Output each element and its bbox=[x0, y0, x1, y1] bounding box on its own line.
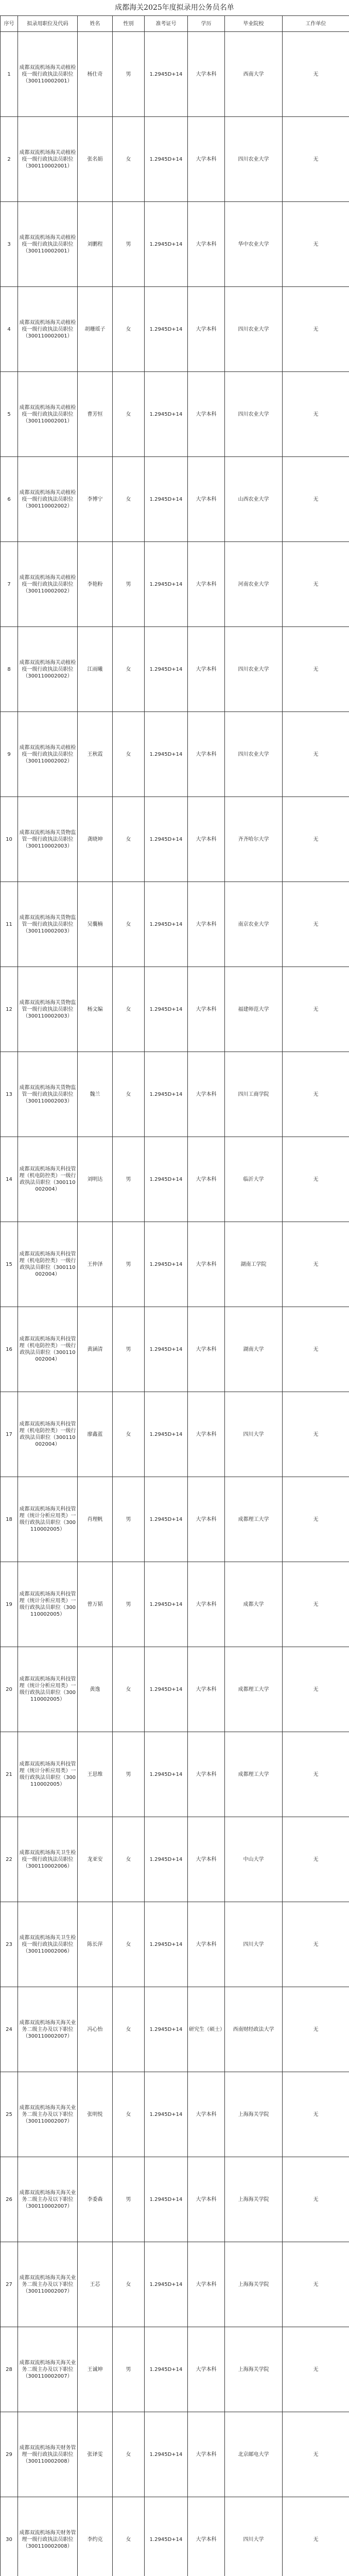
cell-education: 大学本科 bbox=[188, 2412, 225, 2497]
table-row bbox=[1, 1477, 349, 1562]
table-row bbox=[1, 627, 349, 712]
cell-index: 8 bbox=[1, 627, 18, 712]
cell-school: 华中农业大学 bbox=[225, 202, 283, 287]
cell-sex: 女 bbox=[113, 712, 145, 797]
cell-school: 四川大学 bbox=[225, 1902, 283, 1987]
cell-school: 齐齐哈尔大学 bbox=[225, 797, 283, 882]
cell-education: 大学本科 bbox=[188, 287, 225, 372]
cell-education: 大学本科 bbox=[188, 117, 225, 202]
cell-work-unit: 无 bbox=[283, 1562, 349, 1647]
cell-name: 廖鑫蓝 bbox=[78, 1392, 113, 1477]
cell-position: 成都双流机场海关货物监管一级行政执法员职位（300110002003） bbox=[18, 882, 78, 967]
cell-education: 大学本科 bbox=[188, 1902, 225, 1987]
cell-sex: 女 bbox=[113, 457, 145, 542]
cell-exam-number: 1.2945D+14 bbox=[145, 627, 188, 712]
table-row bbox=[1, 1732, 349, 1817]
table-row bbox=[1, 1392, 349, 1477]
cell-education: 大学本科 bbox=[188, 2157, 225, 2242]
cell-position: 成都双流机场海关动植检疫一级行政执法员职位（300110002002） bbox=[18, 542, 78, 627]
cell-exam-number: 1.2945D+14 bbox=[145, 1137, 188, 1222]
cell-education: 大学本科 bbox=[188, 2072, 225, 2157]
cell-work-unit: 无 bbox=[283, 1817, 349, 1902]
cell-education: 大学本科 bbox=[188, 2497, 225, 2576]
table-row bbox=[1, 2327, 349, 2412]
cell-sex: 女 bbox=[113, 882, 145, 967]
cell-work-unit: 无 bbox=[283, 967, 349, 1052]
cell-education: 大学本科 bbox=[188, 882, 225, 967]
header-education: 学历 bbox=[188, 16, 225, 32]
cell-position: 成都双流机场海关科技管理（统计分析应用类）一级行政执法员职位（300110002005） bbox=[18, 1562, 78, 1647]
cell-exam-number: 1.2945D+14 bbox=[145, 712, 188, 797]
cell-index: 15 bbox=[1, 1222, 18, 1307]
table-row bbox=[1, 1562, 349, 1647]
cell-position: 成都双流机场海关动植检疫一级行政执法员职位（300110002001） bbox=[18, 372, 78, 457]
cell-exam-number: 1.2945D+14 bbox=[145, 1732, 188, 1817]
document-title: 成都海关2025年度拟录用公务员名单 bbox=[115, 4, 234, 12]
cell-exam-number: 1.2945D+14 bbox=[145, 1562, 188, 1647]
cell-exam-number: 1.2945D+14 bbox=[145, 372, 188, 457]
cell-sex: 男 bbox=[113, 1137, 145, 1222]
cell-work-unit: 无 bbox=[283, 372, 349, 457]
header-name: 姓名 bbox=[78, 16, 113, 32]
cell-school: 四川工商学院 bbox=[225, 1052, 283, 1137]
cell-position: 成都双流机场海关动植检疫一级行政执法员职位（300110002002） bbox=[18, 712, 78, 797]
header-school: 毕业院校 bbox=[225, 16, 283, 32]
header-index: 序号 bbox=[1, 16, 18, 32]
cell-school: 成都理工大学 bbox=[225, 1477, 283, 1562]
table-row bbox=[1, 1647, 349, 1732]
cell-sex: 男 bbox=[113, 2327, 145, 2412]
cell-name: 杨仕奇 bbox=[78, 32, 113, 117]
table-row bbox=[1, 2157, 349, 2242]
cell-work-unit: 无 bbox=[283, 1392, 349, 1477]
cell-name: 胡珊瑶子 bbox=[78, 287, 113, 372]
cell-exam-number: 1.2945D+14 bbox=[145, 2072, 188, 2157]
table-row bbox=[1, 1222, 349, 1307]
table-row bbox=[1, 1817, 349, 1902]
cell-sex: 女 bbox=[113, 2072, 145, 2157]
cell-sex: 女 bbox=[113, 1392, 145, 1477]
cell-work-unit: 无 bbox=[283, 287, 349, 372]
cell-school: 四川农业大学 bbox=[225, 372, 283, 457]
cell-work-unit: 无 bbox=[283, 1052, 349, 1137]
cell-exam-number: 1.2945D+14 bbox=[145, 287, 188, 372]
table-row bbox=[1, 287, 349, 372]
cell-education: 大学本科 bbox=[188, 542, 225, 627]
cell-position: 成都双流机场海关海关业务二级主办及以下职位（300110002007） bbox=[18, 2327, 78, 2412]
cell-education: 大学本科 bbox=[188, 1307, 225, 1392]
cell-exam-number: 1.2945D+14 bbox=[145, 1477, 188, 1562]
cell-education: 大学本科 bbox=[188, 1647, 225, 1732]
cell-education: 大学本科 bbox=[188, 2242, 225, 2327]
cell-school: 中山大学 bbox=[225, 1817, 283, 1902]
cell-index: 14 bbox=[1, 1137, 18, 1222]
cell-name: 黄逸 bbox=[78, 1647, 113, 1732]
cell-school: 成都大学 bbox=[225, 1562, 283, 1647]
cell-name: 王秋霞 bbox=[78, 712, 113, 797]
cell-index: 10 bbox=[1, 797, 18, 882]
cell-name: 李约克 bbox=[78, 2497, 113, 2576]
cell-education: 大学本科 bbox=[188, 2327, 225, 2412]
cell-work-unit: 无 bbox=[283, 1307, 349, 1392]
table-row bbox=[1, 372, 349, 457]
cell-index: 28 bbox=[1, 2327, 18, 2412]
cell-index: 25 bbox=[1, 2072, 18, 2157]
cell-index: 13 bbox=[1, 1052, 18, 1137]
cell-work-unit: 无 bbox=[283, 1137, 349, 1222]
cell-position: 成都双流机场海关动植检疫一级行政执法员职位（300110002001） bbox=[18, 32, 78, 117]
cell-education: 大学本科 bbox=[188, 1477, 225, 1562]
cell-exam-number: 1.2945D+14 bbox=[145, 2242, 188, 2327]
table-row bbox=[1, 882, 349, 967]
cell-sex: 男 bbox=[113, 1562, 145, 1647]
table-row bbox=[1, 202, 349, 287]
cell-sex: 男 bbox=[113, 1732, 145, 1817]
cell-exam-number: 1.2945D+14 bbox=[145, 542, 188, 627]
cell-name: 刘鹏程 bbox=[78, 202, 113, 287]
cell-school: 上海海关学院 bbox=[225, 2242, 283, 2327]
cell-education: 大学本科 bbox=[188, 712, 225, 797]
table-row bbox=[1, 32, 349, 117]
cell-position: 成都双流机场海关海关业务二级主办及以下职位（300110002007） bbox=[18, 2157, 78, 2242]
cell-exam-number: 1.2945D+14 bbox=[145, 1647, 188, 1732]
cell-sex: 女 bbox=[113, 627, 145, 712]
table-row bbox=[1, 542, 349, 627]
cell-school: 西南大学 bbox=[225, 32, 283, 117]
cell-work-unit: 无 bbox=[283, 1732, 349, 1817]
cell-school: 四川农业大学 bbox=[225, 117, 283, 202]
cell-sex: 男 bbox=[113, 1222, 145, 1307]
cell-name: 刘明达 bbox=[78, 1137, 113, 1222]
cell-position: 成都双流机场海关海关业务二级主办及以下职位（300110002007） bbox=[18, 2242, 78, 2327]
cell-name: 龙亚安 bbox=[78, 1817, 113, 1902]
cell-work-unit: 无 bbox=[283, 627, 349, 712]
cell-education: 大学本科 bbox=[188, 1137, 225, 1222]
table-row bbox=[1, 1987, 349, 2072]
cell-name: 张明悦 bbox=[78, 2072, 113, 2157]
table-row bbox=[1, 2242, 349, 2327]
cell-name: 张译雯 bbox=[78, 2412, 113, 2497]
table-row bbox=[1, 457, 349, 542]
cell-work-unit: 无 bbox=[283, 882, 349, 967]
cell-index: 16 bbox=[1, 1307, 18, 1392]
cell-position: 成都双流机场海关货物监管一级行政执法员职位（300110002003） bbox=[18, 797, 78, 882]
cell-work-unit: 无 bbox=[283, 2157, 349, 2242]
cell-name: 王芯 bbox=[78, 2242, 113, 2327]
cell-position: 成都双流机场海关财务管理一级行政执法员职位（300110002008） bbox=[18, 2497, 78, 2576]
cell-work-unit: 无 bbox=[283, 2327, 349, 2412]
cell-school: 四川大学 bbox=[225, 1392, 283, 1477]
cell-exam-number: 1.2945D+14 bbox=[145, 1817, 188, 1902]
cell-name: 肖理帆 bbox=[78, 1477, 113, 1562]
cell-school: 福建师范大学 bbox=[225, 967, 283, 1052]
cell-exam-number: 1.2945D+14 bbox=[145, 1987, 188, 2072]
cell-index: 20 bbox=[1, 1647, 18, 1732]
cell-work-unit: 无 bbox=[283, 712, 349, 797]
cell-education: 大学本科 bbox=[188, 457, 225, 542]
cell-work-unit: 无 bbox=[283, 2412, 349, 2497]
cell-sex: 男 bbox=[113, 202, 145, 287]
cell-exam-number: 1.2945D+14 bbox=[145, 2497, 188, 2576]
cell-work-unit: 无 bbox=[283, 2497, 349, 2576]
cell-work-unit: 无 bbox=[283, 2072, 349, 2157]
table-row bbox=[1, 117, 349, 202]
cell-exam-number: 1.2945D+14 bbox=[145, 1052, 188, 1137]
cell-sex: 女 bbox=[113, 2412, 145, 2497]
cell-sex: 女 bbox=[113, 1052, 145, 1137]
cell-work-unit: 无 bbox=[283, 2242, 349, 2327]
table-row bbox=[1, 2072, 349, 2157]
cell-sex: 女 bbox=[113, 967, 145, 1052]
cell-name: 杨文编 bbox=[78, 967, 113, 1052]
cell-school: 四川农业大学 bbox=[225, 287, 283, 372]
cell-name: 张名娟 bbox=[78, 117, 113, 202]
cell-education: 大学本科 bbox=[188, 1392, 225, 1477]
cell-name: 王仲泽 bbox=[78, 1222, 113, 1307]
cell-education: 大学本科 bbox=[188, 1732, 225, 1817]
cell-school: 河南农业大学 bbox=[225, 542, 283, 627]
cell-index: 24 bbox=[1, 1987, 18, 2072]
cell-name: 李艳粉 bbox=[78, 542, 113, 627]
cell-index: 19 bbox=[1, 1562, 18, 1647]
header-position: 拟录用职位及代码 bbox=[18, 16, 78, 32]
table-header-row bbox=[1, 16, 349, 32]
cell-sex: 男 bbox=[113, 2157, 145, 2242]
cell-sex: 女 bbox=[113, 372, 145, 457]
cell-index: 12 bbox=[1, 967, 18, 1052]
cell-position: 成都双流机场海关货物监管一级行政执法员职位（300110002003） bbox=[18, 1052, 78, 1137]
cell-position: 成都双流机场海关财务管理一级行政执法员职位（300110002008） bbox=[18, 2412, 78, 2497]
cell-exam-number: 1.2945D+14 bbox=[145, 1902, 188, 1987]
cell-position: 成都双流机场海关科技管理（统计分析应用类）一级行政执法员职位（300110002005） bbox=[18, 1477, 78, 1562]
cell-index: 23 bbox=[1, 1902, 18, 1987]
cell-sex: 女 bbox=[113, 117, 145, 202]
cell-position: 成都双流机场海关动植检疫一级行政执法员职位（300110002002） bbox=[18, 457, 78, 542]
cell-sex: 男 bbox=[113, 542, 145, 627]
cell-education: 大学本科 bbox=[188, 967, 225, 1052]
cell-index: 30 bbox=[1, 2497, 18, 2576]
cell-position: 成都双流机场海关科技管理（机电防控类）一级行政执法员职位（300110002004） bbox=[18, 1222, 78, 1307]
cell-position: 成都双流机场海关动植检疫一级行政执法员职位（300110002001） bbox=[18, 287, 78, 372]
cell-work-unit: 无 bbox=[283, 32, 349, 117]
cell-sex: 女 bbox=[113, 1902, 145, 1987]
cell-work-unit: 无 bbox=[283, 1222, 349, 1307]
cell-name: 王思维 bbox=[78, 1732, 113, 1817]
cell-index: 22 bbox=[1, 1817, 18, 1902]
cell-work-unit: 无 bbox=[283, 202, 349, 287]
cell-school: 成都理工大学 bbox=[225, 1732, 283, 1817]
cell-name: 冯心怡 bbox=[78, 1987, 113, 2072]
cell-position: 成都双流机场海关科技管理（机电防控类）一级行政执法员职位（300110002004） bbox=[18, 1137, 78, 1222]
header-exam-number: 准考证号 bbox=[145, 16, 188, 32]
cell-sex: 女 bbox=[113, 1817, 145, 1902]
cell-work-unit: 无 bbox=[283, 1987, 349, 2072]
cell-position: 成都双流机场海关海关业务二级主办及以下职位（300110002007） bbox=[18, 2072, 78, 2157]
cell-exam-number: 1.2945D+14 bbox=[145, 2327, 188, 2412]
cell-position: 成都双流机场海关卫生检疫一级行政执法员职位（300110002006） bbox=[18, 1817, 78, 1902]
cell-education: 大学本科 bbox=[188, 372, 225, 457]
cell-sex: 女 bbox=[113, 1987, 145, 2072]
cell-index: 26 bbox=[1, 2157, 18, 2242]
cell-exam-number: 1.2945D+14 bbox=[145, 457, 188, 542]
cell-exam-number: 1.2945D+14 bbox=[145, 2412, 188, 2497]
cell-work-unit: 无 bbox=[283, 542, 349, 627]
table-row bbox=[1, 2412, 349, 2497]
cell-index: 18 bbox=[1, 1477, 18, 1562]
cell-name: 龚晓坤 bbox=[78, 797, 113, 882]
cell-exam-number: 1.2945D+14 bbox=[145, 32, 188, 117]
cell-exam-number: 1.2945D+14 bbox=[145, 1307, 188, 1392]
cell-index: 9 bbox=[1, 712, 18, 797]
cell-school: 南京农业大学 bbox=[225, 882, 283, 967]
table-row bbox=[1, 1137, 349, 1222]
table-row bbox=[1, 712, 349, 797]
cell-sex: 女 bbox=[113, 1647, 145, 1732]
cell-index: 3 bbox=[1, 202, 18, 287]
cell-index: 29 bbox=[1, 2412, 18, 2497]
cell-position: 成都双流机场海关动植检疫一级行政执法员职位（300110002002） bbox=[18, 627, 78, 712]
cell-position: 成都双流机场海关动植检疫一级行政执法员职位（300110002001） bbox=[18, 202, 78, 287]
cell-work-unit: 无 bbox=[283, 1647, 349, 1732]
cell-index: 7 bbox=[1, 542, 18, 627]
cell-school: 湖南工学院 bbox=[225, 1222, 283, 1307]
cell-exam-number: 1.2945D+14 bbox=[145, 967, 188, 1052]
cell-sex: 男 bbox=[113, 32, 145, 117]
cell-index: 5 bbox=[1, 372, 18, 457]
cell-school: 四川农业大学 bbox=[225, 627, 283, 712]
cell-work-unit: 无 bbox=[283, 1477, 349, 1562]
cell-name: 王诚坤 bbox=[78, 2327, 113, 2412]
candidate-table bbox=[0, 15, 349, 2576]
cell-education: 大学本科 bbox=[188, 1562, 225, 1647]
cell-school: 上海海关学院 bbox=[225, 2072, 283, 2157]
cell-education: 大学本科 bbox=[188, 1817, 225, 1902]
cell-position: 成都双流机场海关货物监管一级行政执法员职位（300110002003） bbox=[18, 967, 78, 1052]
cell-name: 李博宁 bbox=[78, 457, 113, 542]
cell-sex: 男 bbox=[113, 1477, 145, 1562]
header-sex: 性别 bbox=[113, 16, 145, 32]
cell-work-unit: 无 bbox=[283, 457, 349, 542]
table-row bbox=[1, 967, 349, 1052]
cell-position: 成都双流机场海关科技管理（统计分析应用类）一级行政执法员职位（300110002005） bbox=[18, 1732, 78, 1817]
cell-name: 吴囊楠 bbox=[78, 882, 113, 967]
cell-school: 山西农业大学 bbox=[225, 457, 283, 542]
cell-position: 成都双流机场海关动植检疫一级行政执法员职位（300110002001） bbox=[18, 117, 78, 202]
cell-name: 魏兰 bbox=[78, 1052, 113, 1137]
cell-index: 27 bbox=[1, 2242, 18, 2327]
cell-exam-number: 1.2945D+14 bbox=[145, 2157, 188, 2242]
cell-exam-number: 1.2945D+14 bbox=[145, 1222, 188, 1307]
cell-education: 大学本科 bbox=[188, 627, 225, 712]
cell-sex: 女 bbox=[113, 2497, 145, 2576]
cell-sex: 女 bbox=[113, 287, 145, 372]
cell-sex: 女 bbox=[113, 2242, 145, 2327]
cell-exam-number: 1.2945D+14 bbox=[145, 202, 188, 287]
table-row bbox=[1, 1052, 349, 1137]
cell-sex: 男 bbox=[113, 1307, 145, 1392]
cell-name: 李委森 bbox=[78, 2157, 113, 2242]
cell-position: 成都双流机场海关科技管理（机电防控类）一级行政执法员职位（300110002004） bbox=[18, 1307, 78, 1392]
table-row bbox=[1, 1307, 349, 1392]
cell-school: 四川农业大学 bbox=[225, 712, 283, 797]
table-row bbox=[1, 797, 349, 882]
cell-school: 上海海关学院 bbox=[225, 2157, 283, 2242]
cell-exam-number: 1.2945D+14 bbox=[145, 797, 188, 882]
cell-name: 曾万韬 bbox=[78, 1562, 113, 1647]
cell-school: 西南财经政法大学 bbox=[225, 1987, 283, 2072]
cell-index: 6 bbox=[1, 457, 18, 542]
cell-work-unit: 无 bbox=[283, 1902, 349, 1987]
table-row bbox=[1, 2497, 349, 2576]
header-work-unit: 工作单位 bbox=[283, 16, 349, 32]
cell-index: 4 bbox=[1, 287, 18, 372]
cell-name: 黄涵清 bbox=[78, 1307, 113, 1392]
cell-education: 研究生（硕士） bbox=[188, 1987, 225, 2072]
cell-index: 21 bbox=[1, 1732, 18, 1817]
cell-name: 江雨曦 bbox=[78, 627, 113, 712]
cell-name: 陈长萍 bbox=[78, 1902, 113, 1987]
cell-education: 大学本科 bbox=[188, 32, 225, 117]
cell-education: 大学本科 bbox=[188, 202, 225, 287]
cell-name: 曹芳恒 bbox=[78, 372, 113, 457]
cell-index: 17 bbox=[1, 1392, 18, 1477]
cell-position: 成都双流机场海关海关业务二级主办及以下职位（300110002007） bbox=[18, 1987, 78, 2072]
cell-education: 大学本科 bbox=[188, 1222, 225, 1307]
cell-education: 大学本科 bbox=[188, 797, 225, 882]
cell-school: 临沂大学 bbox=[225, 1137, 283, 1222]
cell-index: 11 bbox=[1, 882, 18, 967]
table-row bbox=[1, 1902, 349, 1987]
cell-school: 湖南大学 bbox=[225, 1307, 283, 1392]
cell-index: 2 bbox=[1, 117, 18, 202]
cell-exam-number: 1.2945D+14 bbox=[145, 882, 188, 967]
cell-exam-number: 1.2945D+14 bbox=[145, 1392, 188, 1477]
cell-position: 成都双流机场海关科技管理（机电防控类）一级行政执法员职位（300110002004） bbox=[18, 1392, 78, 1477]
cell-school: 上海海关学院 bbox=[225, 2327, 283, 2412]
cell-education: 大学本科 bbox=[188, 1052, 225, 1137]
cell-position: 成都双流机场海关卫生检疫一级行政执法员职位（300110002006） bbox=[18, 1902, 78, 1987]
cell-school: 北京邮电大学 bbox=[225, 2412, 283, 2497]
cell-work-unit: 无 bbox=[283, 797, 349, 882]
cell-work-unit: 无 bbox=[283, 117, 349, 202]
cell-index: 1 bbox=[1, 32, 18, 117]
cell-sex: 女 bbox=[113, 797, 145, 882]
cell-exam-number: 1.2945D+14 bbox=[145, 117, 188, 202]
cell-position: 成都双流机场海关科技管理（统计分析应用类）一级行政执法员职位（300110002005） bbox=[18, 1647, 78, 1732]
cell-school: 四川大学 bbox=[225, 2497, 283, 2576]
cell-school: 成都理工大学 bbox=[225, 1647, 283, 1732]
